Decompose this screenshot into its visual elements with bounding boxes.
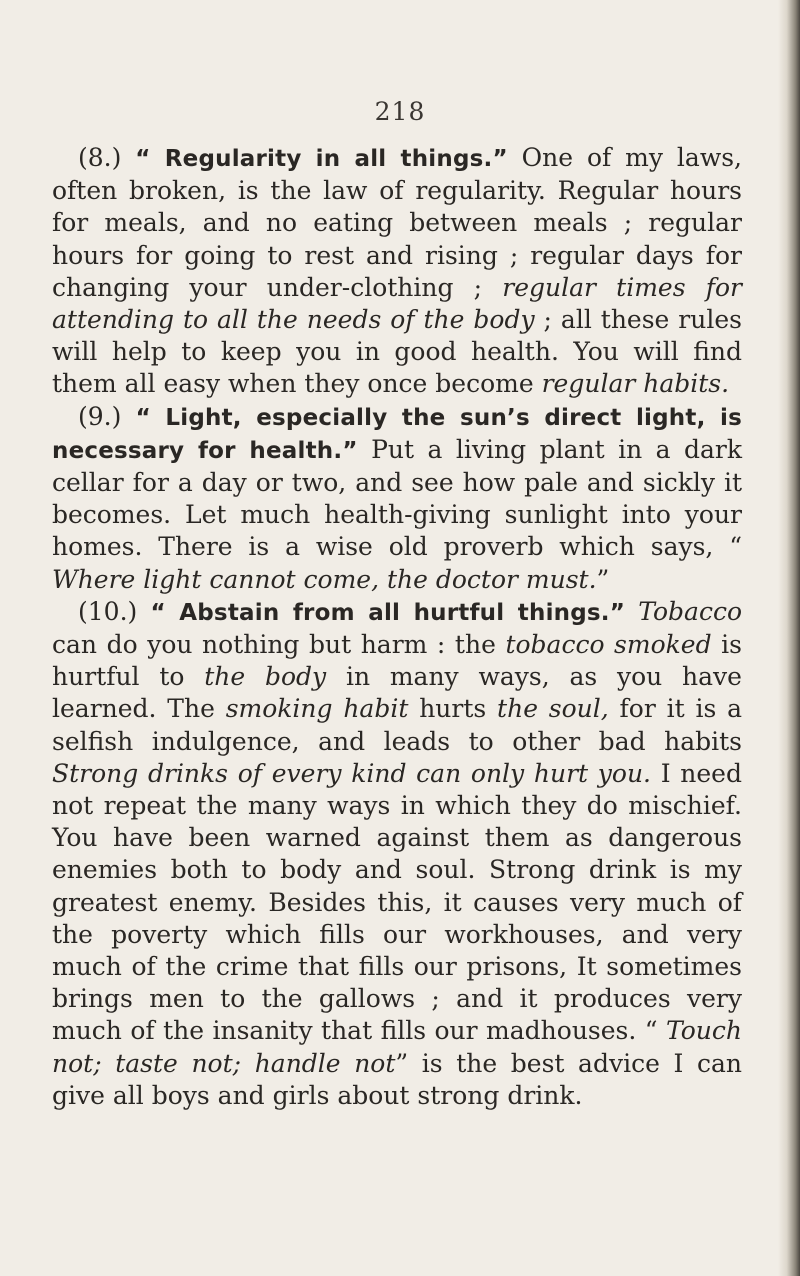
italic-text-run: Tobacco — [638, 596, 743, 626]
italic-text-run: smoking habit — [225, 694, 409, 724]
text-run: hurts — [408, 694, 498, 724]
paragraph-number: (9.) — [78, 401, 122, 431]
text-run: ; all these rules will help to keep you in good health. You will find them all easy when they once become — [52, 305, 742, 399]
italic-text-run: the body — [204, 662, 327, 692]
paragraph-10 — [52, 596, 742, 1112]
text-run: Put a living plant in a dark cellar for a day or two, and see how pale and sickly it becomes. Let much health-giving sunlight into your homes. There is a wise old proverb which says, “ — [52, 434, 743, 562]
paragraph-number: (8.) — [78, 143, 122, 172]
text-run: One of my laws, often broken, is the law of regularity. Regular hours for meals, and no eating between meals ; regular hours for going to rest and rising ; regular days for changing your under-clothing ; — [52, 143, 742, 302]
paragraph-8 — [52, 142, 742, 401]
text-run: for it is a selfish indulgence, and leads to other bad habits — [52, 694, 742, 756]
text-run — [625, 597, 638, 626]
text-body — [52, 142, 742, 1112]
text-run: ” — [596, 564, 610, 594]
italic-text-run: the soul, — [497, 694, 609, 724]
page-number: 218 — [374, 97, 426, 126]
page-edge-shadow — [778, 0, 800, 1276]
italic-text-run: Strong drinks of every kind can only hurt you. — [52, 758, 651, 788]
italic-text-run: Touch not; taste not; handle not — [52, 1016, 742, 1078]
text-run: I need not repeat the many ways in which they do mischief. You have been warned against them as dangerous enemies both to body and soul. Strong drink is my greatest enemy. Besides this, it causes very much of the poverty which fills our workhouses, and very much of the crime that fills our prisons, It sometimes brings men to the gallows ; and it produces very much of the insanity that fills our madhouses. “ — [52, 758, 742, 1046]
text-run: in many ways, as you have learned. The — [52, 662, 742, 724]
text-run: ” is the best advice I can give all boys and girls about strong drink. — [52, 1048, 742, 1110]
paragraph-heading: “ Light, especially the sun’s direct light, is necessary for health.” — [52, 404, 742, 464]
italic-text-run: tobacco smoked — [505, 630, 712, 660]
text-run: is hurtful to — [52, 630, 742, 692]
italic-text-run: Where light cannot come, the doctor must. — [52, 564, 597, 594]
paragraph-heading: “ Regularity in all things.” — [135, 146, 508, 172]
italic-text-run: regular habits. — [541, 369, 730, 399]
paragraph-9 — [52, 401, 742, 596]
italic-text-run: regular times for attending to all the needs of the body — [52, 272, 742, 335]
text-run: can do you nothing but harm : the — [52, 630, 506, 660]
paragraph-number: (10.) — [78, 596, 138, 626]
paragraph-heading: “ Abstain from all hurtful things.” — [150, 599, 626, 626]
